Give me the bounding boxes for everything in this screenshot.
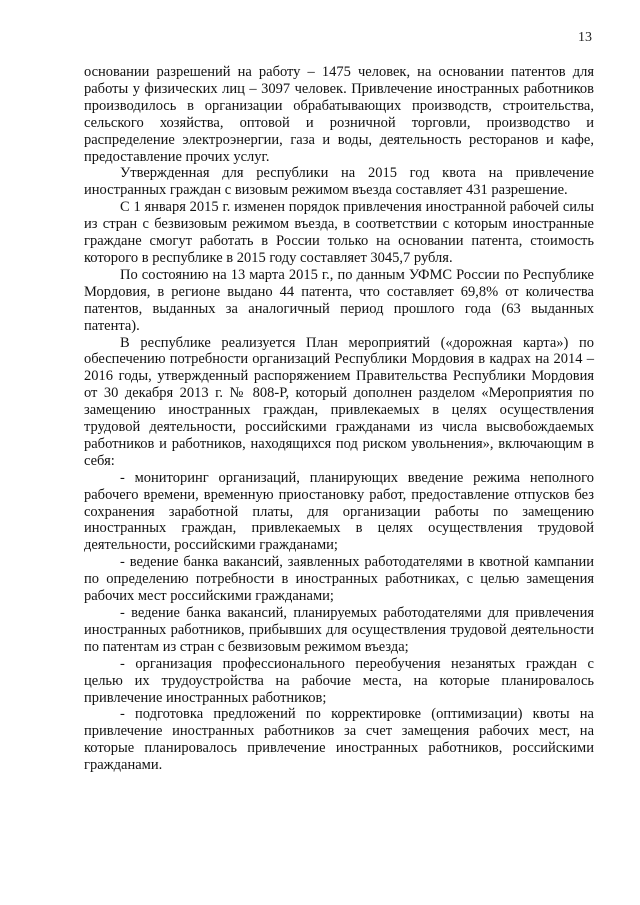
- list-item-quota-vacancy-bank: - ведение банка вакансий, заявленных работодателями в квотной кампании по определению потребности в иностранных работниках, с целью замещения рабочих мест российскими гражданами;: [84, 554, 594, 605]
- list-item-monitoring: - мониторинг организаций, планирующих введение режима неполного рабочего времени, временную приостановку работ, предоставление отпусков без сохранения заработной платы, для организации работы по замещению иностранных граждан, привлекаемых в целях осуществления трудовой деятельности, российскими гражданами;: [84, 469, 594, 554]
- paragraph-roadmap: В республике реализуется План мероприятий («дорожная карта») по обеспечению потребности организаций Республики Мордовия в кадрах на 2014 – 2016 годы, утвержденный распоряжением Правительства Республики Мордовия от 30 декабря 2013 г. № 808-Р, который дополнен разделом «Мероприятия по замещению иностранных граждан, привлекаемых в целях осуществления трудовой деятельности, российскими гражданами из числа высвобождаемых работников и работников, находящихся под риском увольнения», включающим в себя:: [84, 334, 594, 469]
- paragraph-patents-issued: По состоянию на 13 марта 2015 г., по данным УФМС России по Республике Мордовия, в регионе выдано 44 патента, что составляет 69,8% от количества патентов, выданных за аналогичный период прошлого года (63 выданных патента).: [84, 266, 594, 334]
- document-body: [84, 64, 594, 774]
- list-item-retraining: - организация профессионального переобучения незанятых граждан с целью их трудоустройства на рабочие места, на которые планировалось привлечение иностранных работников;: [84, 655, 594, 706]
- list-item-quota-adjustment: - подготовка предложений по корректировке (оптимизации) квоты на привлечение иностранных работников за счет замещения рабочих мест, на которые планировалось привлечение иностранных работников, российскими гражданами.: [84, 706, 594, 774]
- paragraph-patent-procedure: С 1 января 2015 г. изменен порядок привлечения иностранной рабочей силы из стран с безвизовым режимом въезда, в соответствии с которым иностранные граждане смогут работать в России только на основании патента, стоимость которого в республике в 2015 году составляет 3045,7 рубля.: [84, 199, 594, 266]
- paragraph-work-permits-continued: основании разрешений на работу – 1475 человек, на основании патентов для работы у физических лиц – 3097 человек. Привлечение иностранных работников производилось в организации обрабатывающих производств, строительства, сельского хозяйства, оптовой и розничной торговли, производство и распределение электроэнергии, газа и воды, деятельность ресторанов и кафе, предоставление прочих услуг.: [84, 64, 594, 165]
- paragraph-visa-quota: Утвержденная для республики на 2015 год квота на привлечение иностранных граждан с визовым режимом въезда составляет 431 разрешение.: [84, 165, 594, 199]
- list-item-patent-vacancy-bank: - ведение банка вакансий, планируемых работодателями для привлечения иностранных работников, прибывших для осуществления трудовой деятельности по патентам из стран с безвизовым режимом въезда;: [84, 605, 594, 655]
- page-number: 13: [578, 30, 592, 45]
